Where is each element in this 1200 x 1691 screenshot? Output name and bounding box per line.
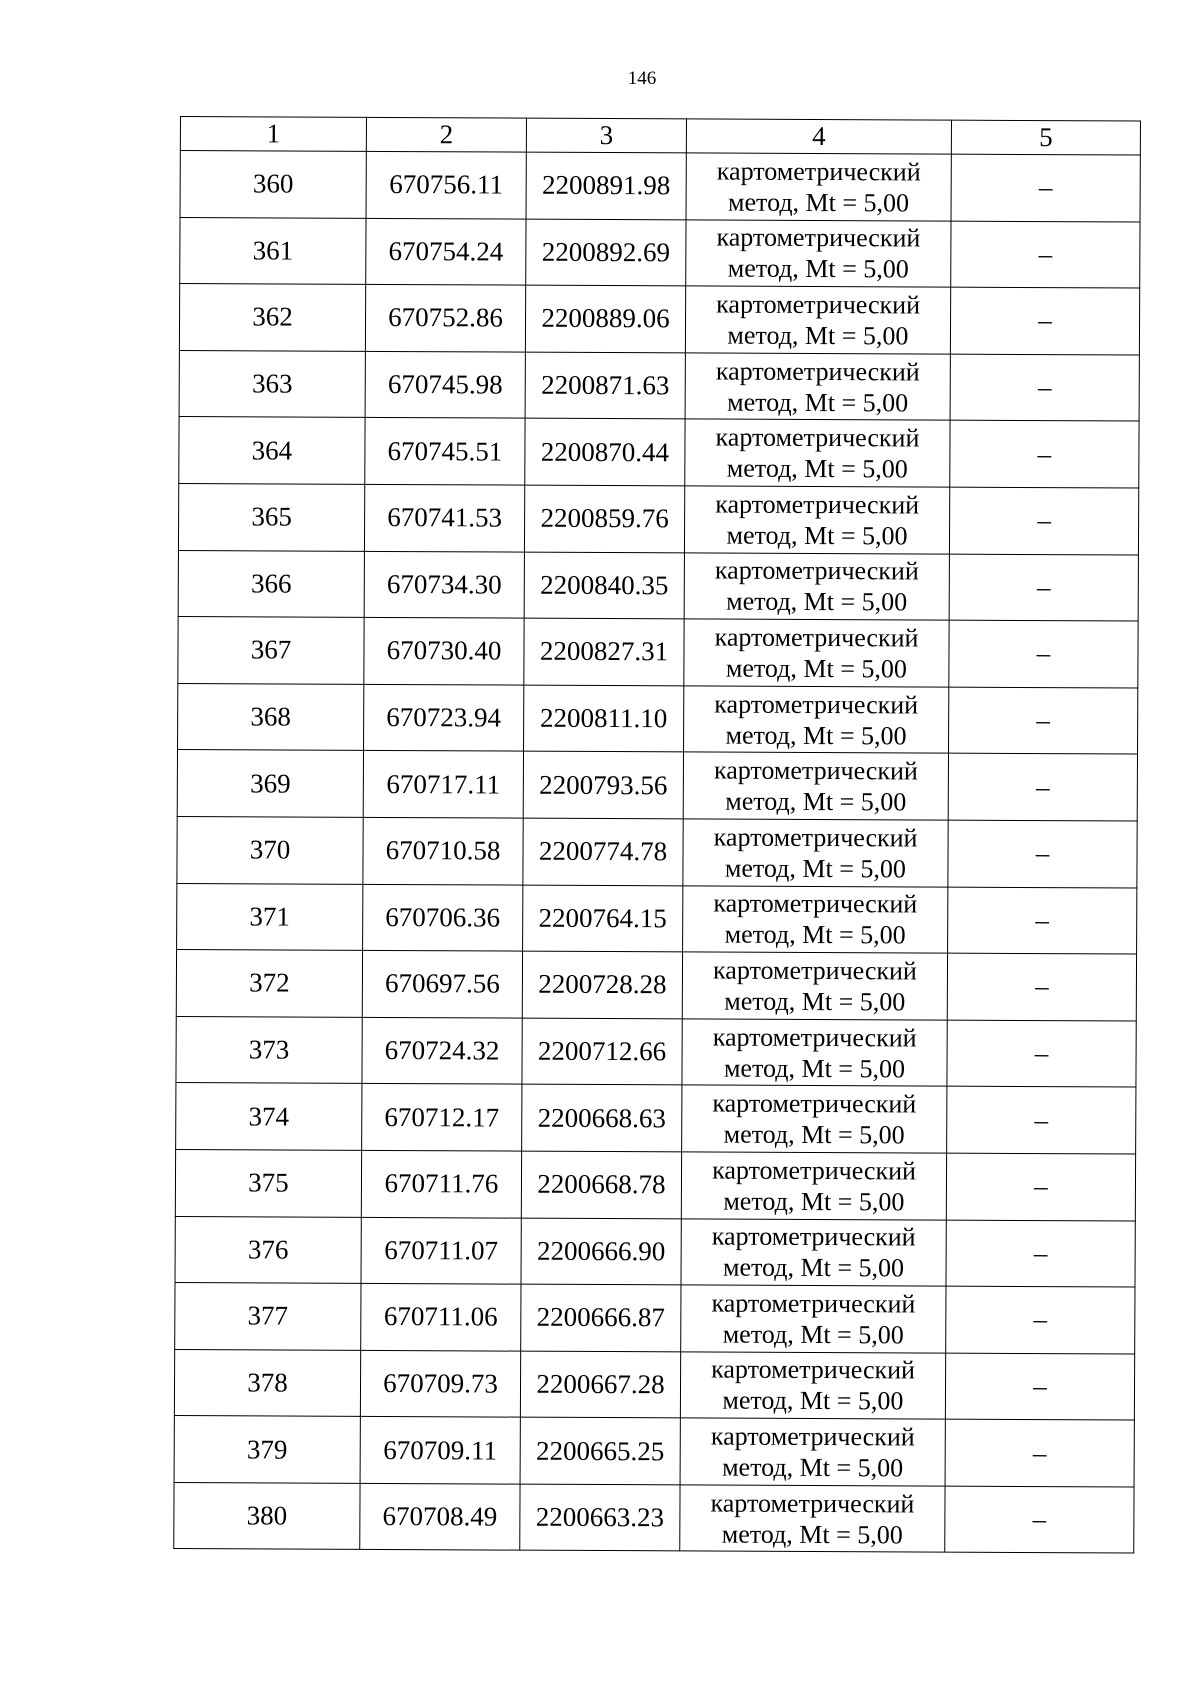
y-coordinate-cell: 2200891.98 (526, 152, 686, 219)
header-row (180, 117, 1140, 156)
table-row (177, 750, 1137, 821)
table-row (176, 1083, 1136, 1154)
x-coordinate-cell: 670712.17 (362, 1084, 522, 1151)
note-cell: – (950, 287, 1139, 354)
method-line-1: картометрический (713, 888, 918, 919)
point-number-cell: 366 (178, 550, 364, 617)
method-line-2: метод, Mt = 5,00 (727, 320, 909, 351)
page-number: 146 (627, 68, 657, 89)
x-coordinate-cell: 670706.36 (363, 884, 523, 951)
table-row (175, 1216, 1135, 1287)
point-number-cell: 361 (180, 217, 366, 284)
y-coordinate-cell: 2200728.28 (522, 951, 682, 1018)
point-number-cell: 370 (177, 816, 363, 883)
x-coordinate-cell: 670710.58 (363, 817, 523, 884)
y-coordinate-cell: 2200666.90 (521, 1218, 681, 1285)
method-line-1: картометрический (715, 489, 920, 520)
method-line-1: картометрический (712, 1088, 917, 1119)
point-number-cell: 376 (175, 1216, 361, 1283)
note-cell: – (951, 154, 1140, 221)
method-line-1: картометрический (710, 1488, 915, 1519)
method-line-2: метод, Mt = 5,00 (722, 1452, 904, 1483)
table-row (178, 550, 1138, 621)
method-line-2: метод, Mt = 5,00 (723, 1119, 905, 1150)
method-cell (684, 552, 949, 620)
table-row (176, 1016, 1136, 1087)
y-coordinate-cell: 2200870.44 (525, 419, 685, 486)
y-coordinate-cell: 2200892.69 (526, 219, 686, 286)
x-coordinate-cell: 670711.06 (361, 1283, 521, 1350)
x-coordinate-cell: 670708.49 (360, 1483, 520, 1550)
note-cell: – (946, 1286, 1135, 1353)
note-cell: – (945, 1353, 1134, 1420)
note-cell: – (950, 354, 1139, 421)
method-line-1: картометрический (713, 955, 917, 986)
method-cell (685, 286, 950, 354)
method-line-2: метод, Mt = 5,00 (723, 1053, 906, 1083)
method-cell (681, 1285, 946, 1353)
method-line-2: метод, Mt = 5,00 (725, 653, 907, 684)
y-coordinate-cell: 2200668.78 (521, 1151, 681, 1218)
table-row (179, 284, 1139, 355)
column-header-3: 3 (526, 118, 686, 153)
point-number-cell: 379 (174, 1416, 360, 1483)
method-line-1: картометрический (713, 755, 918, 786)
table-row (174, 1416, 1134, 1487)
note-cell: – (946, 1153, 1135, 1220)
note-cell: – (949, 687, 1138, 754)
method-line-2: метод, Mt = 5,00 (725, 720, 907, 750)
method-line-2: метод, Mt = 5,00 (724, 986, 906, 1017)
method-cell (685, 353, 950, 421)
method-cell (684, 619, 949, 687)
method-line-1: картометрический (711, 1221, 916, 1252)
y-coordinate-cell: 2200712.66 (522, 1018, 682, 1085)
method-line-1: картометрический (716, 289, 921, 320)
note-cell: – (951, 221, 1140, 288)
method-line-2: метод, Mt = 5,00 (723, 1186, 905, 1217)
table-row (180, 217, 1140, 288)
note-cell: – (946, 1220, 1135, 1287)
x-coordinate-cell: 670730.40 (364, 618, 524, 685)
x-coordinate-cell: 670717.11 (363, 751, 523, 818)
method-line-2: метод, Mt = 5,00 (725, 786, 907, 817)
x-coordinate-cell: 670754.24 (366, 218, 526, 285)
point-number-cell: 371 (177, 883, 363, 950)
y-coordinate-cell: 2200827.31 (524, 618, 684, 685)
x-coordinate-cell: 670745.51 (365, 418, 525, 485)
method-cell (682, 1019, 947, 1087)
method-line-2: метод, Mt = 5,00 (722, 1319, 904, 1350)
y-coordinate-cell: 2200840.35 (524, 552, 684, 619)
coordinates-table (173, 116, 1141, 1554)
table-row (178, 683, 1138, 754)
table-row (179, 417, 1139, 488)
method-cell (686, 153, 951, 221)
point-number-cell: 369 (177, 750, 363, 817)
method-cell (680, 1352, 945, 1420)
table-row (175, 1149, 1135, 1220)
method-line-1: картометрический (713, 822, 918, 853)
table-body (174, 151, 1141, 1554)
y-coordinate-cell: 2200668.63 (522, 1084, 682, 1151)
method-line-2: метод, Mt = 5,00 (726, 453, 908, 484)
method-cell (682, 952, 947, 1020)
table-row (174, 1482, 1134, 1553)
point-number-cell: 362 (179, 284, 365, 351)
x-coordinate-cell: 670723.94 (364, 684, 524, 751)
method-cell (683, 752, 948, 820)
note-cell: – (949, 554, 1138, 621)
y-coordinate-cell: 2200889.06 (525, 285, 685, 352)
y-coordinate-cell: 2200871.63 (525, 352, 685, 419)
point-number-cell: 360 (180, 151, 366, 218)
point-number-cell: 367 (178, 617, 364, 684)
x-coordinate-cell: 670697.56 (362, 950, 522, 1017)
method-line-1: картометрический (716, 222, 921, 253)
method-line-1: картометрический (715, 422, 920, 453)
y-coordinate-cell: 2200666.87 (521, 1284, 681, 1351)
note-cell: – (947, 1020, 1136, 1087)
point-number-cell: 377 (175, 1283, 361, 1350)
y-coordinate-cell: 2200665.25 (520, 1417, 680, 1484)
method-line-1: картометрический (715, 356, 920, 387)
column-header-5: 5 (951, 120, 1140, 155)
note-cell: – (945, 1486, 1134, 1553)
method-cell (680, 1485, 945, 1553)
note-cell: – (949, 620, 1138, 687)
method-line-2: метод, Mt = 5,00 (726, 586, 908, 617)
point-number-cell: 373 (176, 1016, 362, 1083)
y-coordinate-cell: 2200764.15 (523, 885, 683, 952)
method-cell (686, 219, 951, 287)
method-line-2: метод, Mt = 5,00 (722, 1386, 904, 1416)
point-number-cell: 363 (179, 350, 365, 417)
method-line-1: картометрический (714, 622, 919, 653)
x-coordinate-cell: 670734.30 (364, 551, 524, 618)
method-line-1: картометрический (716, 156, 921, 187)
method-cell (680, 1418, 945, 1486)
column-header-4: 4 (686, 119, 951, 154)
note-cell: – (948, 887, 1137, 954)
y-coordinate-cell: 2200793.56 (523, 751, 683, 818)
point-number-cell: 375 (175, 1149, 361, 1216)
note-cell: – (947, 953, 1136, 1020)
method-cell (683, 885, 948, 953)
point-number-cell: 364 (179, 417, 365, 484)
note-cell: – (948, 820, 1137, 887)
note-cell: – (949, 487, 1138, 554)
method-line-2: метод, Mt = 5,00 (724, 853, 907, 884)
method-line-2: метод, Mt = 5,00 (726, 520, 908, 551)
method-line-2: метод, Mt = 5,00 (727, 253, 909, 284)
y-coordinate-cell: 2200859.76 (524, 485, 684, 552)
x-coordinate-cell: 670709.73 (360, 1350, 520, 1417)
column-header-1: 1 (180, 117, 366, 152)
point-number-cell: 372 (176, 950, 362, 1017)
point-number-cell: 374 (176, 1083, 362, 1150)
method-line-2: метод, Mt = 5,00 (728, 187, 910, 218)
method-cell (685, 419, 950, 487)
y-coordinate-cell: 2200774.78 (523, 818, 683, 885)
method-cell (683, 819, 948, 887)
method-cell (681, 1152, 946, 1220)
method-cell (684, 486, 949, 554)
method-line-2: метод, Mt = 5,00 (724, 919, 906, 950)
table-row (180, 151, 1140, 222)
x-coordinate-cell: 670752.86 (365, 285, 525, 352)
method-line-1: картометрический (712, 1022, 917, 1052)
method-line-1: картометрический (714, 689, 919, 720)
table-row (178, 483, 1138, 554)
x-coordinate-cell: 670724.32 (362, 1017, 522, 1084)
x-coordinate-cell: 670711.76 (361, 1150, 521, 1217)
x-coordinate-cell: 670756.11 (366, 151, 526, 218)
table-row (178, 617, 1138, 688)
y-coordinate-cell: 2200811.10 (524, 685, 684, 752)
method-line-1: картометрический (711, 1288, 916, 1319)
note-cell: – (948, 753, 1137, 820)
method-cell (682, 1085, 947, 1153)
point-number-cell: 365 (178, 483, 364, 550)
table-row (177, 816, 1137, 887)
table-row (175, 1283, 1135, 1354)
method-line-1: картометрический (714, 555, 919, 586)
note-cell: – (945, 1419, 1134, 1486)
table-row (174, 1349, 1134, 1420)
point-number-cell: 380 (174, 1482, 360, 1549)
table-row (179, 350, 1139, 421)
x-coordinate-cell: 670741.53 (364, 484, 524, 551)
method-line-1: картометрический (711, 1355, 916, 1385)
method-line-2: метод, Mt = 5,00 (727, 387, 909, 418)
table-row (177, 883, 1137, 954)
method-line-1: картометрический (710, 1421, 915, 1452)
method-cell (684, 686, 949, 754)
point-number-cell: 368 (178, 683, 364, 750)
table-row (176, 950, 1136, 1021)
y-coordinate-cell: 2200663.23 (520, 1484, 680, 1551)
method-line-2: метод, Mt = 5,00 (723, 1252, 905, 1283)
column-header-2: 2 (366, 117, 526, 152)
y-coordinate-cell: 2200667.28 (520, 1351, 680, 1418)
x-coordinate-cell: 670709.11 (360, 1417, 520, 1484)
note-cell: – (947, 1086, 1136, 1153)
method-cell (681, 1218, 946, 1286)
note-cell: – (950, 421, 1139, 488)
x-coordinate-cell: 670711.07 (361, 1217, 521, 1284)
method-line-1: картометрический (712, 1155, 917, 1186)
table-header (180, 117, 1140, 156)
x-coordinate-cell: 670745.98 (365, 351, 525, 418)
point-number-cell: 378 (174, 1349, 360, 1416)
method-line-2: метод, Mt = 5,00 (721, 1519, 903, 1550)
